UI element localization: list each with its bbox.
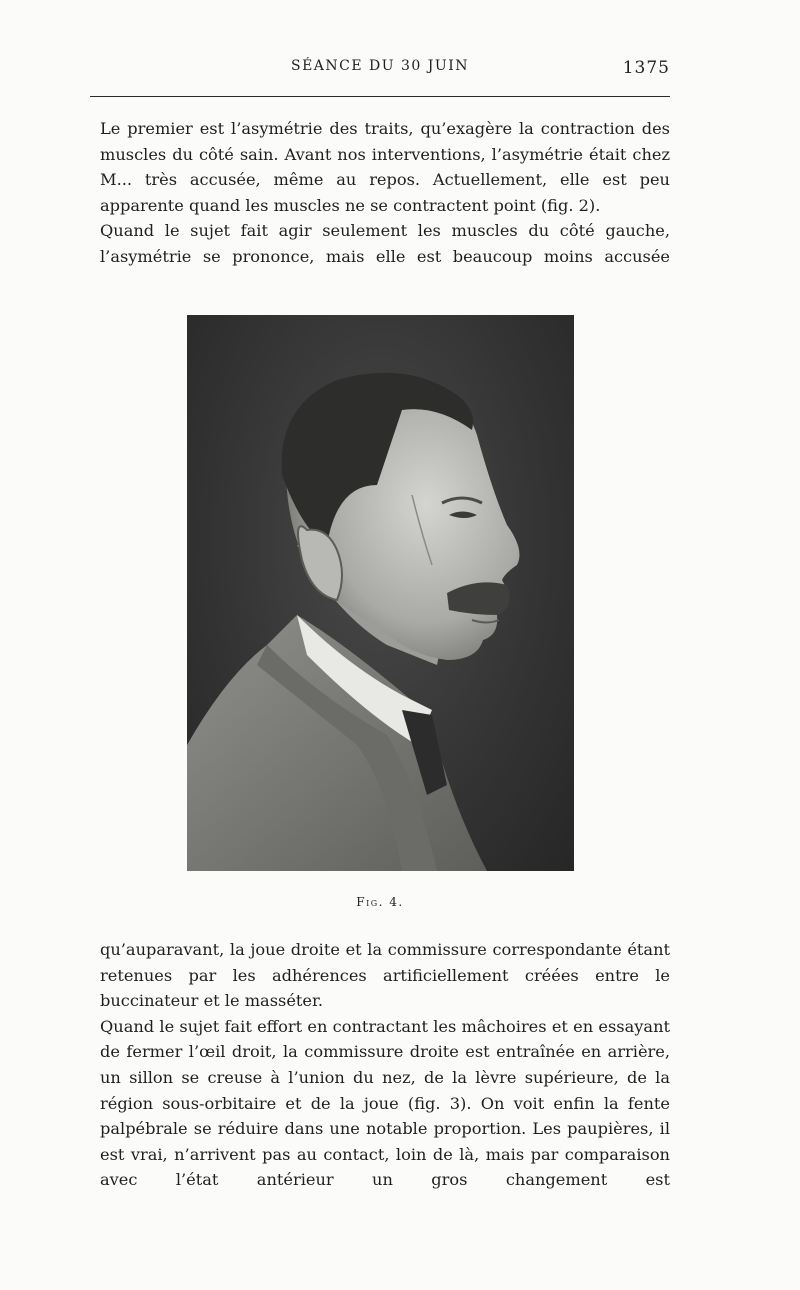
body-text-top: [100, 116, 670, 270]
body-text-bottom: [100, 937, 670, 1193]
paragraph: Quand le sujet fait agir seulement les muscles du côté gauche, l’asymétrie se prononce, mais elle est beaucoup moins accusée: [100, 221, 670, 266]
paragraph: Le premier est l’asymétrie des traits, qu’exagère la contraction des muscles du côté sain. Avant nos interventions, l’asymétrie était chez M... très accusée, même au repos. Actuellement, elle est peu apparente quand les muscles ne se contractent point (fig. 2).: [100, 119, 670, 215]
paragraph: qu’auparavant, la joue droite et la commissure correspondante étant retenues par les adhérences artificiellement créées entre le buccinateur et le masséter.: [100, 940, 670, 1011]
header-rule: [90, 96, 670, 97]
profile-portrait-image: [187, 315, 574, 871]
figure-caption: Fig. 4.: [356, 895, 404, 909]
running-head: [90, 58, 670, 84]
portrait-photograph: [187, 315, 574, 871]
paragraph: Quand le sujet fait effort en contractant les mâchoires et en essayant de fermer l’œil droit, la commissure droite est entraînée en arrière, un sillon se creuse à l’union du nez, de la lèvre supérieure, de la région sous-orbitaire et de la joue (fig. 3). On voit enfin la fente palpébrale se réduire dans une notable proportion. Les paupières, il est vrai, n’arrivent pas au contact, loin de là, mais par comparaison avec l’état antérieur un gros changement est: [100, 1016, 670, 1190]
running-title: SÉANCE DU 30 JUIN: [291, 58, 469, 74]
page-number: 1375: [622, 58, 670, 78]
